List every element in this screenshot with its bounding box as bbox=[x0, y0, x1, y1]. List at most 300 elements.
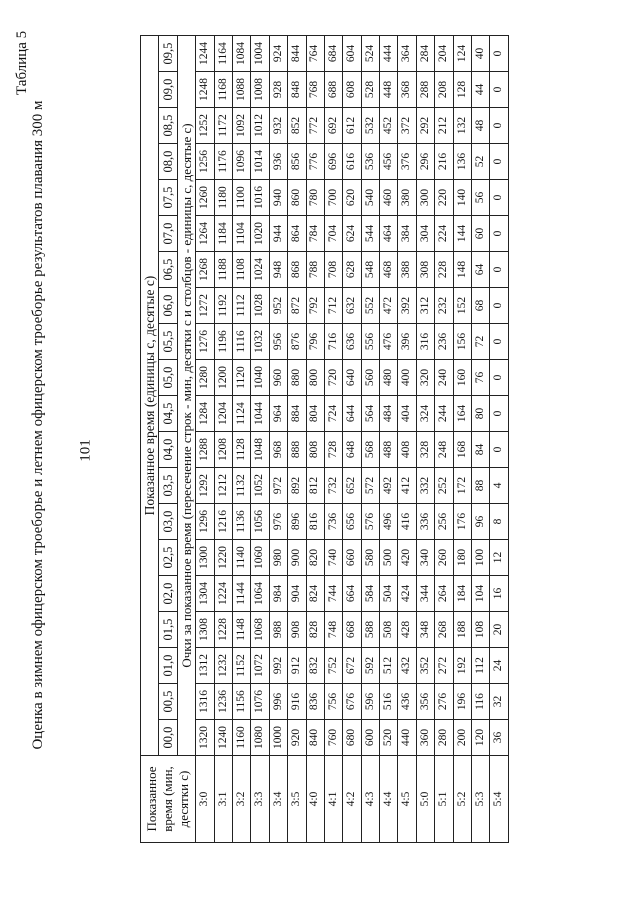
score-cell: 456 bbox=[380, 144, 398, 180]
score-cell: 208 bbox=[435, 72, 453, 108]
score-cell: 1280 bbox=[196, 360, 214, 396]
column-header: 02,5 bbox=[159, 540, 177, 576]
score-cell: 8 bbox=[490, 504, 508, 540]
score-cell: 48 bbox=[472, 108, 490, 144]
score-cell: 40 bbox=[472, 36, 490, 72]
score-cell: 916 bbox=[288, 684, 306, 720]
score-cell: 452 bbox=[380, 108, 398, 144]
column-header: 07,0 bbox=[159, 216, 177, 252]
points-subheader: Очки за показанное время (пересечение строк - мин, десятки с и столбцов - единицы с, десятые с) bbox=[177, 36, 195, 756]
score-cell: 140 bbox=[453, 180, 471, 216]
score-cell: 572 bbox=[361, 468, 379, 504]
score-cell: 124 bbox=[453, 36, 471, 72]
row-label: 3:3 bbox=[251, 756, 269, 843]
score-cell: 160 bbox=[453, 360, 471, 396]
column-header-row bbox=[159, 36, 177, 843]
score-cell: 648 bbox=[343, 432, 361, 468]
score-cell: 16 bbox=[490, 576, 508, 612]
table-row bbox=[343, 36, 361, 843]
table-row bbox=[306, 36, 324, 843]
score-cell: 1080 bbox=[251, 720, 269, 756]
score-cell: 632 bbox=[343, 288, 361, 324]
score-cell: 816 bbox=[306, 504, 324, 540]
score-cell: 1188 bbox=[214, 252, 232, 288]
score-cell: 808 bbox=[306, 432, 324, 468]
score-cell: 928 bbox=[269, 72, 287, 108]
score-cell: 652 bbox=[343, 468, 361, 504]
score-cell: 1088 bbox=[232, 72, 250, 108]
score-cell: 668 bbox=[343, 612, 361, 648]
column-header: 07,5 bbox=[159, 180, 177, 216]
score-cell: 824 bbox=[306, 576, 324, 612]
score-cell: 1272 bbox=[196, 288, 214, 324]
score-cell: 1212 bbox=[214, 468, 232, 504]
score-cell: 1128 bbox=[232, 432, 250, 468]
page-number: 101 bbox=[77, 439, 94, 462]
score-cell: 236 bbox=[435, 324, 453, 360]
score-cell: 84 bbox=[472, 432, 490, 468]
score-cell: 1068 bbox=[251, 612, 269, 648]
score-cell: 820 bbox=[306, 540, 324, 576]
score-cell: 972 bbox=[269, 468, 287, 504]
group-header-row bbox=[141, 36, 159, 843]
score-cell: 484 bbox=[380, 396, 398, 432]
score-cell: 956 bbox=[269, 324, 287, 360]
score-cell: 976 bbox=[269, 504, 287, 540]
table-row bbox=[361, 36, 379, 843]
score-cell: 1056 bbox=[251, 504, 269, 540]
score-cell: 640 bbox=[343, 360, 361, 396]
score-cell: 144 bbox=[453, 216, 471, 252]
score-cell: 616 bbox=[343, 144, 361, 180]
score-cell: 1248 bbox=[196, 72, 214, 108]
score-cell: 1160 bbox=[232, 720, 250, 756]
score-cell: 1144 bbox=[232, 576, 250, 612]
score-cell: 860 bbox=[288, 180, 306, 216]
score-cell: 252 bbox=[435, 468, 453, 504]
score-cell: 1184 bbox=[214, 216, 232, 252]
row-label: 3:5 bbox=[288, 756, 306, 843]
score-cell: 120 bbox=[472, 720, 490, 756]
score-cell: 764 bbox=[306, 36, 324, 72]
score-cell: 564 bbox=[361, 396, 379, 432]
score-cell: 1164 bbox=[214, 36, 232, 72]
row-label: 3:1 bbox=[214, 756, 232, 843]
score-cell: 656 bbox=[343, 504, 361, 540]
score-cell: 1140 bbox=[232, 540, 250, 576]
score-cell: 260 bbox=[435, 540, 453, 576]
score-cell: 0 bbox=[490, 216, 508, 252]
score-cell: 52 bbox=[472, 144, 490, 180]
table-row bbox=[251, 36, 269, 843]
score-cell: 724 bbox=[324, 396, 342, 432]
row-label: 5:1 bbox=[435, 756, 453, 843]
score-cell: 1032 bbox=[251, 324, 269, 360]
score-cell: 992 bbox=[269, 648, 287, 684]
score-cell: 964 bbox=[269, 396, 287, 432]
score-cell: 1052 bbox=[251, 468, 269, 504]
score-cell: 728 bbox=[324, 432, 342, 468]
score-cell: 320 bbox=[416, 360, 434, 396]
score-cell: 1116 bbox=[232, 324, 250, 360]
score-cell: 220 bbox=[435, 180, 453, 216]
corner-header: Показанное время (мин, десятки с) bbox=[141, 756, 196, 843]
table-row bbox=[196, 36, 214, 843]
column-header: 04,5 bbox=[159, 396, 177, 432]
score-cell: 268 bbox=[435, 612, 453, 648]
score-cell: 1024 bbox=[251, 252, 269, 288]
score-cell: 376 bbox=[398, 144, 416, 180]
row-label: 3:2 bbox=[232, 756, 250, 843]
score-cell: 76 bbox=[472, 360, 490, 396]
score-cell: 216 bbox=[435, 144, 453, 180]
score-cell: 340 bbox=[416, 540, 434, 576]
row-label: 5:2 bbox=[453, 756, 471, 843]
score-cell: 624 bbox=[343, 216, 361, 252]
score-cell: 752 bbox=[324, 648, 342, 684]
score-cell: 1000 bbox=[269, 720, 287, 756]
score-cell: 1192 bbox=[214, 288, 232, 324]
score-cell: 440 bbox=[398, 720, 416, 756]
score-cell: 1232 bbox=[214, 648, 232, 684]
score-cell: 88 bbox=[472, 468, 490, 504]
score-cell: 548 bbox=[361, 252, 379, 288]
column-header: 06,0 bbox=[159, 288, 177, 324]
score-cell: 328 bbox=[416, 432, 434, 468]
score-cell: 460 bbox=[380, 180, 398, 216]
table-row bbox=[472, 36, 490, 843]
score-cell: 888 bbox=[288, 432, 306, 468]
score-cell: 444 bbox=[380, 36, 398, 72]
score-cell: 20 bbox=[490, 612, 508, 648]
score-cell: 692 bbox=[324, 108, 342, 144]
score-cell: 716 bbox=[324, 324, 342, 360]
score-cell: 96 bbox=[472, 504, 490, 540]
score-cell: 336 bbox=[416, 504, 434, 540]
score-cell: 1124 bbox=[232, 396, 250, 432]
score-cell: 592 bbox=[361, 648, 379, 684]
score-cell: 864 bbox=[288, 216, 306, 252]
score-cell: 892 bbox=[288, 468, 306, 504]
score-cell: 840 bbox=[306, 720, 324, 756]
score-cell: 780 bbox=[306, 180, 324, 216]
score-cell: 1020 bbox=[251, 216, 269, 252]
score-cell: 0 bbox=[490, 36, 508, 72]
row-label: 5:3 bbox=[472, 756, 490, 843]
column-header: 08,5 bbox=[159, 108, 177, 144]
score-cell: 812 bbox=[306, 468, 324, 504]
column-header: 01,0 bbox=[159, 648, 177, 684]
score-cell: 512 bbox=[380, 648, 398, 684]
score-cell: 680 bbox=[343, 720, 361, 756]
score-cell: 1028 bbox=[251, 288, 269, 324]
score-cell: 936 bbox=[269, 144, 287, 180]
score-cell: 1288 bbox=[196, 432, 214, 468]
score-cell: 884 bbox=[288, 396, 306, 432]
score-cell: 556 bbox=[361, 324, 379, 360]
row-label: 5:0 bbox=[416, 756, 434, 843]
score-cell: 984 bbox=[269, 576, 287, 612]
score-cell: 528 bbox=[361, 72, 379, 108]
score-cell: 744 bbox=[324, 576, 342, 612]
score-cell: 920 bbox=[288, 720, 306, 756]
score-cell: 468 bbox=[380, 252, 398, 288]
score-cell: 0 bbox=[490, 252, 508, 288]
score-cell: 100 bbox=[472, 540, 490, 576]
score-cell: 828 bbox=[306, 612, 324, 648]
score-cell: 188 bbox=[453, 612, 471, 648]
score-cell: 4 bbox=[490, 468, 508, 504]
score-cell: 464 bbox=[380, 216, 398, 252]
score-cell: 312 bbox=[416, 288, 434, 324]
score-cell: 912 bbox=[288, 648, 306, 684]
column-header: 04,0 bbox=[159, 432, 177, 468]
score-cell: 412 bbox=[398, 468, 416, 504]
score-cell: 1120 bbox=[232, 360, 250, 396]
score-cell: 584 bbox=[361, 576, 379, 612]
score-cell: 768 bbox=[306, 72, 324, 108]
score-cell: 404 bbox=[398, 396, 416, 432]
score-cell: 1084 bbox=[232, 36, 250, 72]
score-cell: 1244 bbox=[196, 36, 214, 72]
score-cell: 180 bbox=[453, 540, 471, 576]
score-cell: 696 bbox=[324, 144, 342, 180]
score-cell: 1152 bbox=[232, 648, 250, 684]
column-header: 01,5 bbox=[159, 612, 177, 648]
score-cell: 300 bbox=[416, 180, 434, 216]
score-cell: 792 bbox=[306, 288, 324, 324]
score-cell: 748 bbox=[324, 612, 342, 648]
score-cell: 804 bbox=[306, 396, 324, 432]
score-cell: 1012 bbox=[251, 108, 269, 144]
row-label: 4:5 bbox=[398, 756, 416, 843]
column-header: 03,5 bbox=[159, 468, 177, 504]
score-cell: 1300 bbox=[196, 540, 214, 576]
score-cell: 0 bbox=[490, 108, 508, 144]
score-cell: 408 bbox=[398, 432, 416, 468]
score-cell: 308 bbox=[416, 252, 434, 288]
score-cell: 244 bbox=[435, 396, 453, 432]
score-cell: 856 bbox=[288, 144, 306, 180]
score-cell: 492 bbox=[380, 468, 398, 504]
column-header: 05,0 bbox=[159, 360, 177, 396]
score-cell: 588 bbox=[361, 612, 379, 648]
score-cell: 604 bbox=[343, 36, 361, 72]
score-cell: 80 bbox=[472, 396, 490, 432]
score-cell: 872 bbox=[288, 288, 306, 324]
score-cell: 116 bbox=[472, 684, 490, 720]
score-cell: 156 bbox=[453, 324, 471, 360]
score-cell: 704 bbox=[324, 216, 342, 252]
score-cell: 560 bbox=[361, 360, 379, 396]
score-cell: 980 bbox=[269, 540, 287, 576]
score-cell: 364 bbox=[398, 36, 416, 72]
column-header: 09,5 bbox=[159, 36, 177, 72]
score-cell: 276 bbox=[435, 684, 453, 720]
score-cell: 836 bbox=[306, 684, 324, 720]
score-cell: 580 bbox=[361, 540, 379, 576]
score-cell: 832 bbox=[306, 648, 324, 684]
score-cell: 1308 bbox=[196, 612, 214, 648]
score-cell: 12 bbox=[490, 540, 508, 576]
score-cell: 240 bbox=[435, 360, 453, 396]
score-cell: 400 bbox=[398, 360, 416, 396]
score-cell: 248 bbox=[435, 432, 453, 468]
score-cell: 1156 bbox=[232, 684, 250, 720]
score-cell: 1176 bbox=[214, 144, 232, 180]
score-cell: 1136 bbox=[232, 504, 250, 540]
score-cell: 1104 bbox=[232, 216, 250, 252]
score-cell: 172 bbox=[453, 468, 471, 504]
score-cell: 256 bbox=[435, 504, 453, 540]
score-cell: 508 bbox=[380, 612, 398, 648]
score-cell: 1060 bbox=[251, 540, 269, 576]
score-cell: 184 bbox=[453, 576, 471, 612]
table-row bbox=[453, 36, 471, 843]
score-cell: 776 bbox=[306, 144, 324, 180]
table-row bbox=[435, 36, 453, 843]
score-cell: 876 bbox=[288, 324, 306, 360]
score-cell: 1252 bbox=[196, 108, 214, 144]
table-title: Оценка в зимнем офицерском троеборье и летнем офицерском троеборье результатов плавания 300 м bbox=[30, 100, 46, 750]
score-cell: 432 bbox=[398, 648, 416, 684]
score-cell: 708 bbox=[324, 252, 342, 288]
score-cell: 1292 bbox=[196, 468, 214, 504]
table-row bbox=[269, 36, 287, 843]
score-cell: 380 bbox=[398, 180, 416, 216]
score-cell: 1168 bbox=[214, 72, 232, 108]
score-cell: 0 bbox=[490, 144, 508, 180]
table-row bbox=[324, 36, 342, 843]
score-cell: 360 bbox=[416, 720, 434, 756]
score-cell: 960 bbox=[269, 360, 287, 396]
score-cell: 316 bbox=[416, 324, 434, 360]
score-cell: 176 bbox=[453, 504, 471, 540]
score-cell: 900 bbox=[288, 540, 306, 576]
score-cell: 1180 bbox=[214, 180, 232, 216]
score-cell: 232 bbox=[435, 288, 453, 324]
score-cell: 448 bbox=[380, 72, 398, 108]
score-cell: 332 bbox=[416, 468, 434, 504]
row-label: 5:4 bbox=[490, 756, 508, 843]
score-cell: 420 bbox=[398, 540, 416, 576]
score-cell: 636 bbox=[343, 324, 361, 360]
score-cell: 192 bbox=[453, 648, 471, 684]
score-cell: 1016 bbox=[251, 180, 269, 216]
score-cell: 60 bbox=[472, 216, 490, 252]
score-cell: 1216 bbox=[214, 504, 232, 540]
score-cell: 0 bbox=[490, 396, 508, 432]
column-header: 00,0 bbox=[159, 720, 177, 756]
column-header: 00,5 bbox=[159, 684, 177, 720]
score-cell: 988 bbox=[269, 612, 287, 648]
score-cell: 1112 bbox=[232, 288, 250, 324]
score-cell: 676 bbox=[343, 684, 361, 720]
score-cell: 852 bbox=[288, 108, 306, 144]
score-cell: 844 bbox=[288, 36, 306, 72]
scoring-table bbox=[140, 35, 509, 843]
score-cell: 544 bbox=[361, 216, 379, 252]
score-cell: 348 bbox=[416, 612, 434, 648]
score-cell: 1100 bbox=[232, 180, 250, 216]
score-cell: 552 bbox=[361, 288, 379, 324]
score-cell: 848 bbox=[288, 72, 306, 108]
row-label: 4:2 bbox=[343, 756, 361, 843]
score-cell: 1204 bbox=[214, 396, 232, 432]
score-cell: 64 bbox=[472, 252, 490, 288]
row-label: 3:0 bbox=[196, 756, 214, 843]
score-cell: 212 bbox=[435, 108, 453, 144]
row-label: 3:4 bbox=[269, 756, 287, 843]
column-header: 09,0 bbox=[159, 72, 177, 108]
score-cell: 944 bbox=[269, 216, 287, 252]
score-cell: 284 bbox=[416, 36, 434, 72]
score-cell: 344 bbox=[416, 576, 434, 612]
score-cell: 712 bbox=[324, 288, 342, 324]
score-cell: 1064 bbox=[251, 576, 269, 612]
score-cell: 800 bbox=[306, 360, 324, 396]
score-cell: 596 bbox=[361, 684, 379, 720]
score-cell: 924 bbox=[269, 36, 287, 72]
score-cell: 496 bbox=[380, 504, 398, 540]
row-label: 4:1 bbox=[324, 756, 342, 843]
score-cell: 1092 bbox=[232, 108, 250, 144]
column-header: 02,0 bbox=[159, 576, 177, 612]
score-cell: 104 bbox=[472, 576, 490, 612]
table-row bbox=[398, 36, 416, 843]
column-header: 06,5 bbox=[159, 252, 177, 288]
score-cell: 1316 bbox=[196, 684, 214, 720]
score-cell: 1148 bbox=[232, 612, 250, 648]
score-cell: 684 bbox=[324, 36, 342, 72]
score-cell: 108 bbox=[472, 612, 490, 648]
score-cell: 416 bbox=[398, 504, 416, 540]
group-header: Показанное время (единицы с, десятые с) bbox=[141, 36, 159, 756]
score-cell: 0 bbox=[490, 180, 508, 216]
score-cell: 700 bbox=[324, 180, 342, 216]
score-cell: 424 bbox=[398, 576, 416, 612]
subheader-row bbox=[177, 36, 195, 843]
table-row bbox=[232, 36, 250, 843]
score-cell: 280 bbox=[435, 720, 453, 756]
score-cell: 520 bbox=[380, 720, 398, 756]
score-cell: 1048 bbox=[251, 432, 269, 468]
column-header: 05,5 bbox=[159, 324, 177, 360]
score-cell: 1200 bbox=[214, 360, 232, 396]
score-cell: 388 bbox=[398, 252, 416, 288]
score-cell: 1196 bbox=[214, 324, 232, 360]
column-header: 03,0 bbox=[159, 504, 177, 540]
score-cell: 1320 bbox=[196, 720, 214, 756]
score-cell: 736 bbox=[324, 504, 342, 540]
table-row bbox=[416, 36, 434, 843]
score-cell: 996 bbox=[269, 684, 287, 720]
score-cell: 68 bbox=[472, 288, 490, 324]
score-cell: 504 bbox=[380, 576, 398, 612]
score-cell: 396 bbox=[398, 324, 416, 360]
score-cell: 0 bbox=[490, 432, 508, 468]
score-cell: 732 bbox=[324, 468, 342, 504]
score-cell: 1076 bbox=[251, 684, 269, 720]
score-cell: 1312 bbox=[196, 648, 214, 684]
table-row bbox=[288, 36, 306, 843]
score-cell: 1256 bbox=[196, 144, 214, 180]
score-cell: 436 bbox=[398, 684, 416, 720]
column-header: 08,0 bbox=[159, 144, 177, 180]
score-cell: 1240 bbox=[214, 720, 232, 756]
score-cell: 0 bbox=[490, 72, 508, 108]
score-cell: 288 bbox=[416, 72, 434, 108]
